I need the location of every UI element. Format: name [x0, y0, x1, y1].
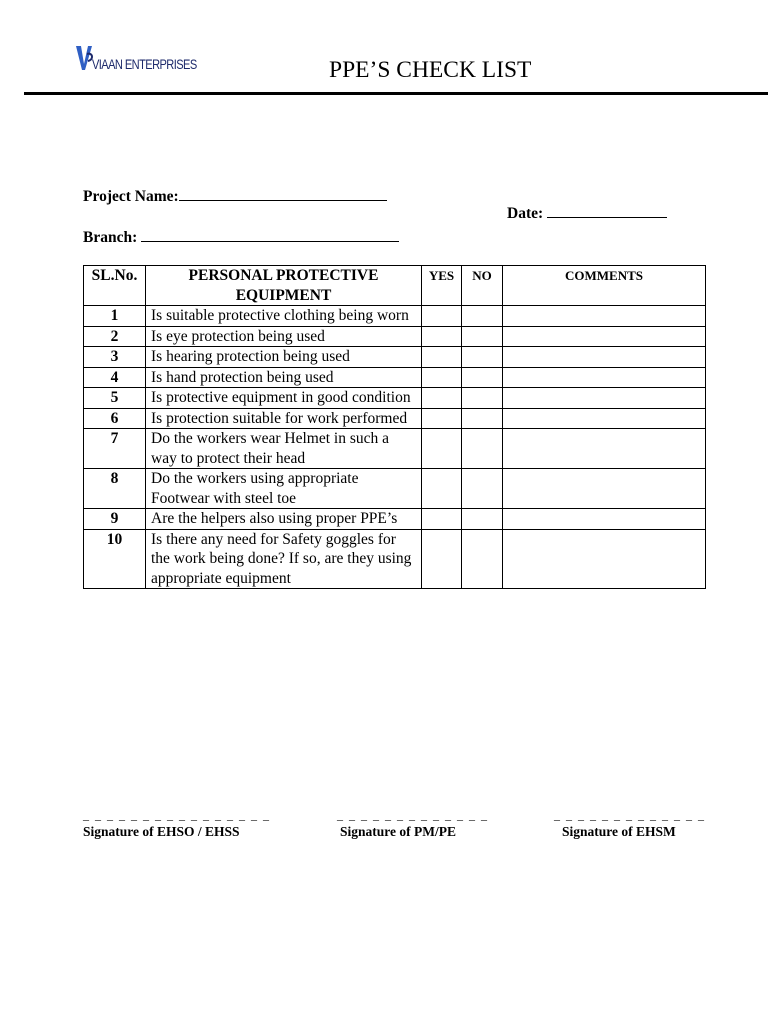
header-yes: YES: [422, 266, 462, 306]
row-comments-cell[interactable]: [503, 347, 706, 368]
signature-ehsm: [554, 808, 706, 840]
table-header-row: [84, 266, 706, 306]
row-question: Is protection suitable for work performed: [146, 408, 422, 429]
row-no-cell[interactable]: [462, 326, 503, 347]
row-number: 7: [84, 429, 146, 469]
row-comments-cell[interactable]: [503, 306, 706, 327]
row-question: Is there any need for Safety goggles for the work being done? If so, are they using appropriate equipment: [146, 529, 422, 589]
row-no-cell[interactable]: [462, 306, 503, 327]
signature-ehsm-line[interactable]: _ _ _ _ _ _ _ _ _ _ _ _ _: [554, 808, 706, 822]
row-comments-cell[interactable]: [503, 408, 706, 429]
header-equipment: PERSONAL PROTECTIVE EQUIPMENT: [146, 266, 422, 306]
project-name-line[interactable]: [179, 186, 387, 201]
row-question: Are the helpers also using proper PPE’s: [146, 509, 422, 530]
row-question: Is suitable protective clothing being worn: [146, 306, 422, 327]
table-row: [84, 429, 706, 469]
header-sl-no: SL.No.: [84, 266, 146, 306]
row-no-cell[interactable]: [462, 529, 503, 589]
signature-pm-label: Signature of PM/PE: [340, 824, 456, 839]
date-label: Date:: [507, 205, 544, 222]
row-comments-cell[interactable]: [503, 529, 706, 589]
row-number: 8: [84, 469, 146, 509]
header-no: NO: [462, 266, 503, 306]
row-yes-cell[interactable]: [422, 509, 462, 530]
signature-ehso-label: Signature of EHSO / EHSS: [83, 824, 240, 839]
signature-pm-line[interactable]: _ _ _ _ _ _ _ _ _ _ _ _ _: [337, 808, 489, 822]
row-yes-cell[interactable]: [422, 408, 462, 429]
row-no-cell[interactable]: [462, 408, 503, 429]
header-comments: COMMENTS: [503, 266, 706, 306]
row-no-cell[interactable]: [462, 347, 503, 368]
table-row: [84, 388, 706, 409]
row-comments-cell[interactable]: [503, 326, 706, 347]
row-yes-cell[interactable]: [422, 429, 462, 469]
row-yes-cell[interactable]: [422, 529, 462, 589]
row-comments-cell[interactable]: [503, 429, 706, 469]
date-line[interactable]: [547, 203, 667, 218]
row-number: 1: [84, 306, 146, 327]
row-question: Do the workers wear Helmet in such a way to protect their head: [146, 429, 422, 469]
table-row: [84, 306, 706, 327]
row-no-cell[interactable]: [462, 469, 503, 509]
row-comments-cell[interactable]: [503, 469, 706, 509]
table-row: [84, 408, 706, 429]
logo-text: VIAAN ENTERPRISES: [92, 57, 197, 72]
row-yes-cell[interactable]: [422, 306, 462, 327]
row-number: 2: [84, 326, 146, 347]
project-name-label: Project Name:: [83, 188, 179, 205]
signature-pm: [337, 808, 489, 840]
table-row: [84, 469, 706, 509]
signature-ehso-line[interactable]: _ _ _ _ _ _ _ _ _ _ _ _ _ _ _ _: [83, 808, 271, 822]
table-row: [84, 367, 706, 388]
row-question: Is hearing protection being used: [146, 347, 422, 368]
table-row: [84, 529, 706, 589]
row-question: Is eye protection being used: [146, 326, 422, 347]
row-number: 4: [84, 367, 146, 388]
row-yes-cell[interactable]: [422, 469, 462, 509]
row-no-cell[interactable]: [462, 429, 503, 469]
table-row: [84, 326, 706, 347]
row-question: Do the workers using appropriate Footwear with steel toe: [146, 469, 422, 509]
page-title: PPE’S CHECK LIST: [329, 57, 532, 83]
table-row: [84, 509, 706, 530]
row-comments-cell[interactable]: [503, 509, 706, 530]
row-yes-cell[interactable]: [422, 367, 462, 388]
signature-ehso: [83, 808, 271, 840]
row-comments-cell[interactable]: [503, 367, 706, 388]
row-no-cell[interactable]: [462, 388, 503, 409]
row-comments-cell[interactable]: [503, 388, 706, 409]
company-logo: [73, 44, 197, 80]
project-name-field[interactable]: [83, 186, 387, 206]
table-row: [84, 347, 706, 368]
date-field[interactable]: [507, 203, 667, 223]
row-number: 9: [84, 509, 146, 530]
row-no-cell[interactable]: [462, 509, 503, 530]
branch-label: Branch:: [83, 229, 138, 246]
branch-field[interactable]: [83, 227, 399, 247]
row-question: Is hand protection being used: [146, 367, 422, 388]
row-no-cell[interactable]: [462, 367, 503, 388]
branch-line[interactable]: [141, 227, 399, 242]
row-number: 6: [84, 408, 146, 429]
header-divider: [24, 92, 768, 95]
row-number: 10: [84, 529, 146, 589]
row-yes-cell[interactable]: [422, 326, 462, 347]
row-number: 5: [84, 388, 146, 409]
row-yes-cell[interactable]: [422, 347, 462, 368]
row-question: Is protective equipment in good condition: [146, 388, 422, 409]
ppe-checklist-table: [83, 265, 706, 589]
row-number: 3: [84, 347, 146, 368]
row-yes-cell[interactable]: [422, 388, 462, 409]
signature-ehsm-label: Signature of EHSM: [562, 824, 676, 839]
